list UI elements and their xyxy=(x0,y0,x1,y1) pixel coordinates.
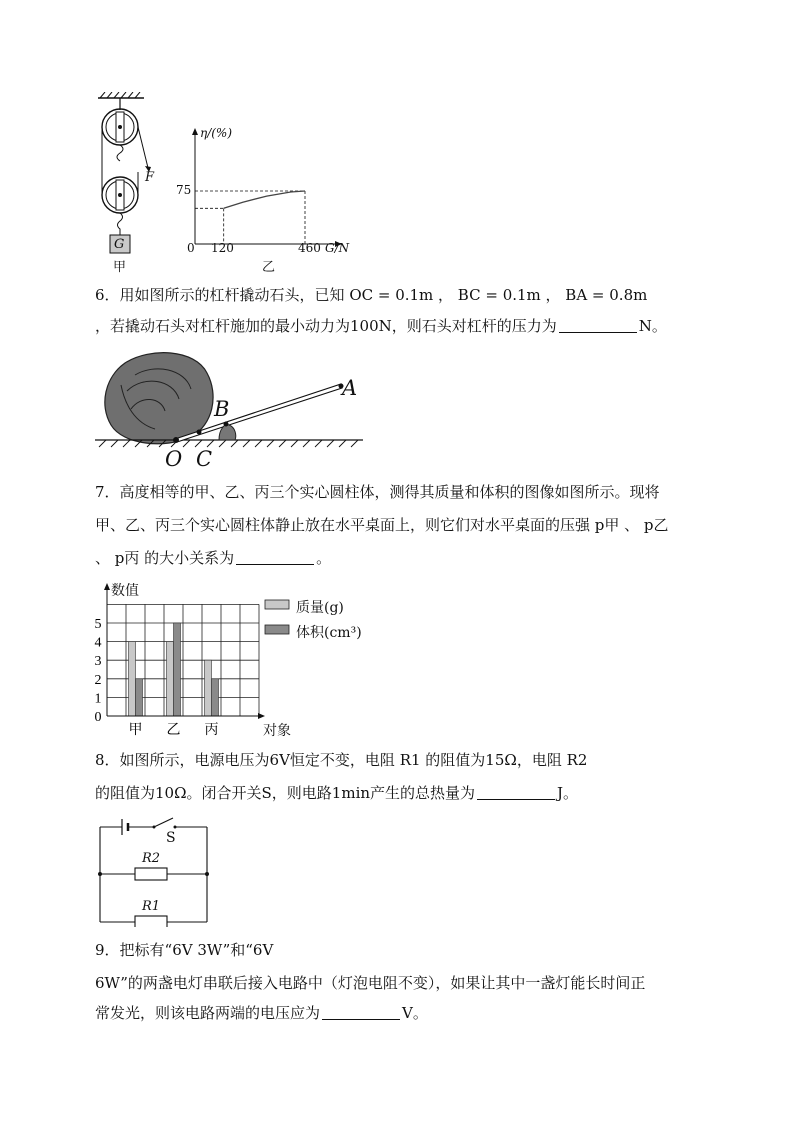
q9-line2: 6W”的两盏电灯串联后接入电路中（灯泡电阻不变），如果让其中一盏灯能长时间正 xyxy=(95,974,646,992)
circuit-switch-label: S xyxy=(166,830,176,846)
bar-chart-xlabel: 对象 xyxy=(263,723,291,739)
bar-ytick: 2 xyxy=(94,672,102,688)
efficiency-xtick-460: 460 xyxy=(298,241,321,255)
q7-answer-blank[interactable] xyxy=(236,550,314,565)
efficiency-caption: 乙 xyxy=(262,260,276,275)
q9-answer-blank[interactable] xyxy=(322,1005,400,1020)
bar-mass-2 xyxy=(205,660,212,716)
bar-chart-ylabel: 数值 xyxy=(111,583,139,599)
lever-label-c: C xyxy=(196,447,213,471)
efficiency-chart xyxy=(170,124,370,260)
bar-mass-1 xyxy=(167,642,174,716)
legend-label-volume: 体积(cm³) xyxy=(296,625,362,641)
legend-swatch-volume xyxy=(265,625,289,634)
q7-line1: 7．高度相等的甲、乙、丙三个实心圆柱体，测得其质量和体积的图像如图所示。现将 xyxy=(95,483,660,501)
q8-line1: 8．如图所示，电源电压为6V恒定不变，电阻 R1 的阻值为15Ω，电阻 R2 xyxy=(95,751,588,769)
legend-swatch-mass xyxy=(265,600,289,609)
q7-line3: 、 p丙 的大小关系为 。 xyxy=(95,549,332,567)
q9-line3: 常发光，则该电路两端的电压应为 V。 xyxy=(95,1004,428,1022)
lever-label-o: O xyxy=(165,447,183,471)
bar-category-label: 丙 xyxy=(204,723,219,738)
efficiency-ytick-75: 75 xyxy=(176,183,192,197)
weight-label: G xyxy=(114,237,125,252)
q8-answer-blank[interactable] xyxy=(477,785,555,800)
q6-line2: ，若撬动石头对杠杆施加的最小动力为100N，则石头对杠杆的压力为 N。 xyxy=(95,317,667,335)
bar-mass-0 xyxy=(129,642,136,716)
bar-category-label: 乙 xyxy=(166,723,181,738)
bar-ytick: 0 xyxy=(94,710,102,725)
lever-figure xyxy=(95,345,375,473)
q7-line2: 甲、乙、丙三个实心圆柱体静止放在水平桌面上，则它们对水平桌面的压强 p甲 、 p乙 xyxy=(95,516,669,534)
efficiency-xlabel: G/N xyxy=(325,241,350,255)
bar-ytick: 3 xyxy=(94,654,102,670)
efficiency-curve xyxy=(224,191,305,208)
q9-line1: 9．把标有“6V 3W”和“6V xyxy=(95,941,274,959)
bar-ytick: 5 xyxy=(94,617,102,632)
lever-label-b: B xyxy=(214,397,230,421)
bar-ytick: 4 xyxy=(94,635,102,651)
efficiency-xtick-120: 120 xyxy=(211,241,234,255)
q6-answer-blank[interactable] xyxy=(559,318,637,333)
bar-volume-0 xyxy=(136,679,143,716)
legend-label-mass: 质量(g) xyxy=(296,600,344,616)
q8-line2: 的阻值为10Ω。闭合开关S，则电路1min产生的总热量为 J。 xyxy=(95,784,579,802)
efficiency-origin: 0 xyxy=(187,241,195,255)
bar-ytick: 1 xyxy=(94,691,102,707)
q6-line1: 6．用如图所示的杠杆撬动石头，已知 OC = 0.1m ， BC = 0.1m ， BA = 0.8m xyxy=(95,286,648,304)
lever-label-a: A xyxy=(342,376,358,400)
circuit-r2-label: R2 xyxy=(142,851,161,866)
efficiency-ylabel: η/(%) xyxy=(200,126,232,140)
bar-category-label: 甲 xyxy=(128,723,143,738)
circuit-r1-label: R1 xyxy=(142,899,161,914)
pulley-caption: 甲 xyxy=(113,260,127,275)
bar-volume-2 xyxy=(212,679,219,716)
bar-volume-1 xyxy=(174,623,181,716)
force-label: F xyxy=(145,170,155,185)
